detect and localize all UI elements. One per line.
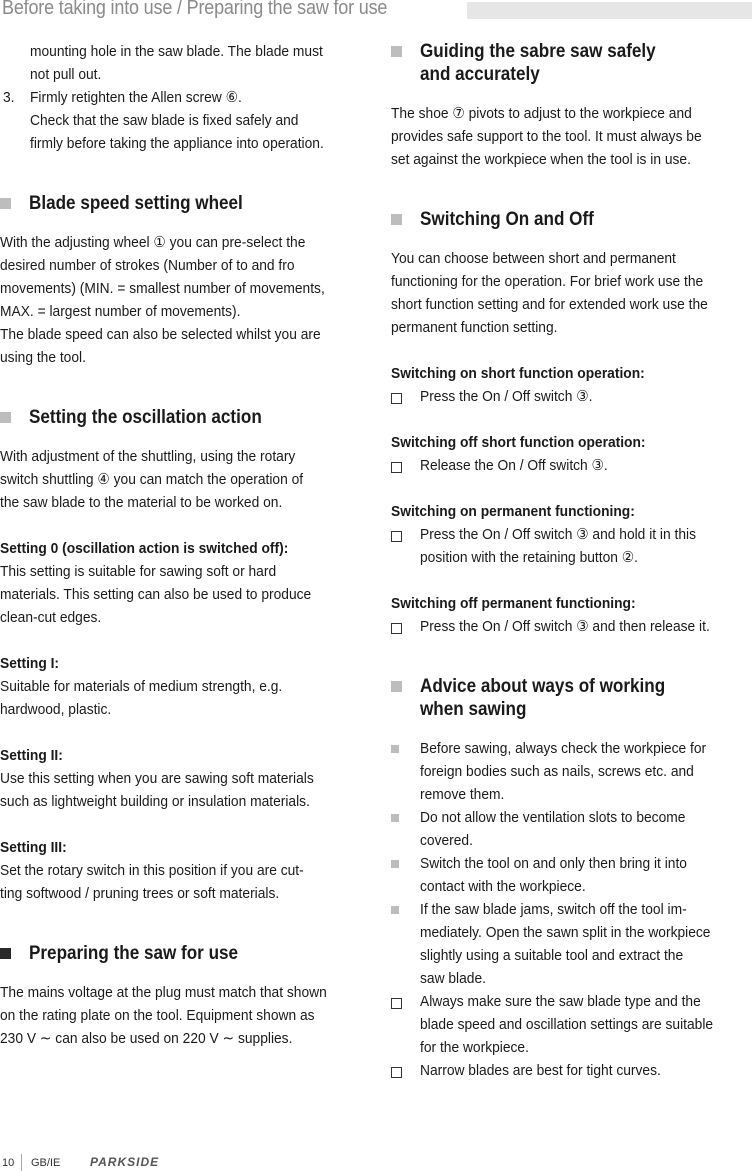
text-line: such as lightweight building or insulation materials. [0,793,310,810]
list-item: Press the On / Off switch ③ and then release it. [391,615,749,638]
text-line: hardwood, plastic. [0,701,112,718]
grey-square-bullet-icon [391,906,399,914]
list-item: If the saw blade jams, switch off the tool im- mediately. Open the sawn split in the workpiece slightly using a suitable tool and extract the saw blade. [391,898,749,990]
checkbox-square-icon [391,462,402,473]
text-line: Set the rotary switch in this position if you are cut- [0,862,304,879]
square-bullet-icon [0,198,11,209]
checkbox-square-icon [391,531,402,542]
left-column [0,40,370,1050]
page-number: 10 [2,1157,15,1169]
list-item: Before sawing, always check the workpiece for foreign bodies such as nails, screws etc. and remove them. [391,737,749,806]
text-line: mounting hole in the saw blade. The blade must [30,43,323,60]
text-line: functioning for the operation. For brief work use the [391,273,704,290]
square-bullet-icon [0,412,11,423]
page-header [0,0,752,22]
heading-guiding: Guiding the sabre saw safely and accurately [391,40,749,86]
text-line: With the adjusting wheel ① you can pre-select the [0,234,306,251]
list-item: Switch the tool on and only then bring it into contact with the workpiece. [391,852,749,898]
subheading: Setting 0 (oscillation action is switched off): [0,540,289,557]
header-bar [467,2,752,19]
text-line: movements) (MIN. = smallest number of movements, [0,280,325,297]
subheading: Setting III: [0,839,67,856]
list-item: Narrow blades are best for tight curves. [391,1059,749,1082]
text-line: Check that the saw blade is fixed safely and [30,112,299,129]
checkbox-square-icon [391,1067,402,1078]
heading-oscillation: Setting the oscillation action [0,406,370,429]
text-line: provides safe support to the tool. It must always be [391,128,702,145]
text-line: The mains voltage at the plug must match that shown [0,984,327,1001]
square-bullet-icon [0,948,11,959]
header-title: Before taking into use / Preparing the saw for use [2,0,388,19]
heading-advice: Advice about ways of working when sawing [391,675,749,721]
list-item: Release the On / Off switch ③. [391,454,749,477]
grey-square-bullet-icon [391,814,399,822]
checkbox-square-icon [391,998,402,1009]
text-line: clean-cut edges. [0,609,102,626]
text-line: The blade speed can also be selected whilst you are [0,326,321,343]
square-bullet-icon [391,46,402,57]
text-line: With adjustment of the shuttling, using the rotary [0,448,296,465]
page-footer [0,1154,752,1171]
step-number: 3. [3,89,15,106]
text-line: MAX. = largest number of movements). [0,303,241,320]
text-line: You can choose between short and permanent [391,250,676,267]
text-line: not pull out. [30,66,102,83]
text-line: Suitable for materials of medium strength, e.g. [0,678,283,695]
subheading: Switching on short function operation: [391,365,645,382]
subheading: Setting I: [0,655,60,672]
text-line: the saw blade to the material to be worked on. [0,494,283,511]
right-column [391,40,749,1082]
heading-switching: Switching On and Off [391,208,749,231]
text-line: set against the workpiece when the tool is in use. [391,151,691,168]
square-bullet-icon [391,681,402,692]
checkbox-square-icon [391,393,402,404]
subheading: Switching off short function operation: [391,434,646,451]
text-line: 230 V ∼ can also be used on 220 V ∼ supplies. [0,1030,293,1047]
heading-blade-speed: Blade speed setting wheel [0,192,370,215]
grey-square-bullet-icon [391,745,399,753]
text-line: short function setting and for extended work use the [391,296,708,313]
text-line: ting softwood / pruning trees or soft materials. [0,885,280,902]
text-line: permanent function setting. [391,319,558,336]
text-line: materials. This setting can also be used to produce [0,586,312,603]
brand-logo: PARKSIDE [90,1155,160,1169]
text-line: using the tool. [0,349,86,366]
subheading: Switching off permanent functioning: [391,595,636,612]
text-line: Use this setting when you are sawing soft materials [0,770,314,787]
subheading: Setting II: [0,747,63,764]
checkbox-square-icon [391,623,402,634]
text-line: on the rating plate on the tool. Equipment shown as [0,1007,315,1024]
divider [21,1154,22,1171]
language-code: GB/IE [31,1157,61,1169]
text-line: The shoe ⑦ pivots to adjust to the workpiece and [391,105,692,122]
square-bullet-icon [391,214,402,225]
list-item: Do not allow the ventilation slots to become covered. [391,806,749,852]
heading-preparing: Preparing the saw for use [0,942,370,965]
subheading: Switching on permanent functioning: [391,503,635,520]
text-line: firmly before taking the appliance into operation. [30,135,324,152]
list-item: Always make sure the saw blade type and the blade speed and oscillation settings are suitable for the workpiece. [391,990,749,1059]
text-line: switch shuttling ④ you can match the operation of [0,471,304,488]
list-item: Press the On / Off switch ③. [391,385,749,408]
grey-square-bullet-icon [391,860,399,868]
list-item: Press the On / Off switch ③ and hold it in this position with the retaining button ②. [391,523,749,569]
text-line: desired number of strokes (Number of to and fro [0,257,295,274]
text-line: This setting is suitable for sawing soft or hard [0,563,277,580]
text-line: Firmly retighten the Allen screw ⑥. [30,89,242,106]
